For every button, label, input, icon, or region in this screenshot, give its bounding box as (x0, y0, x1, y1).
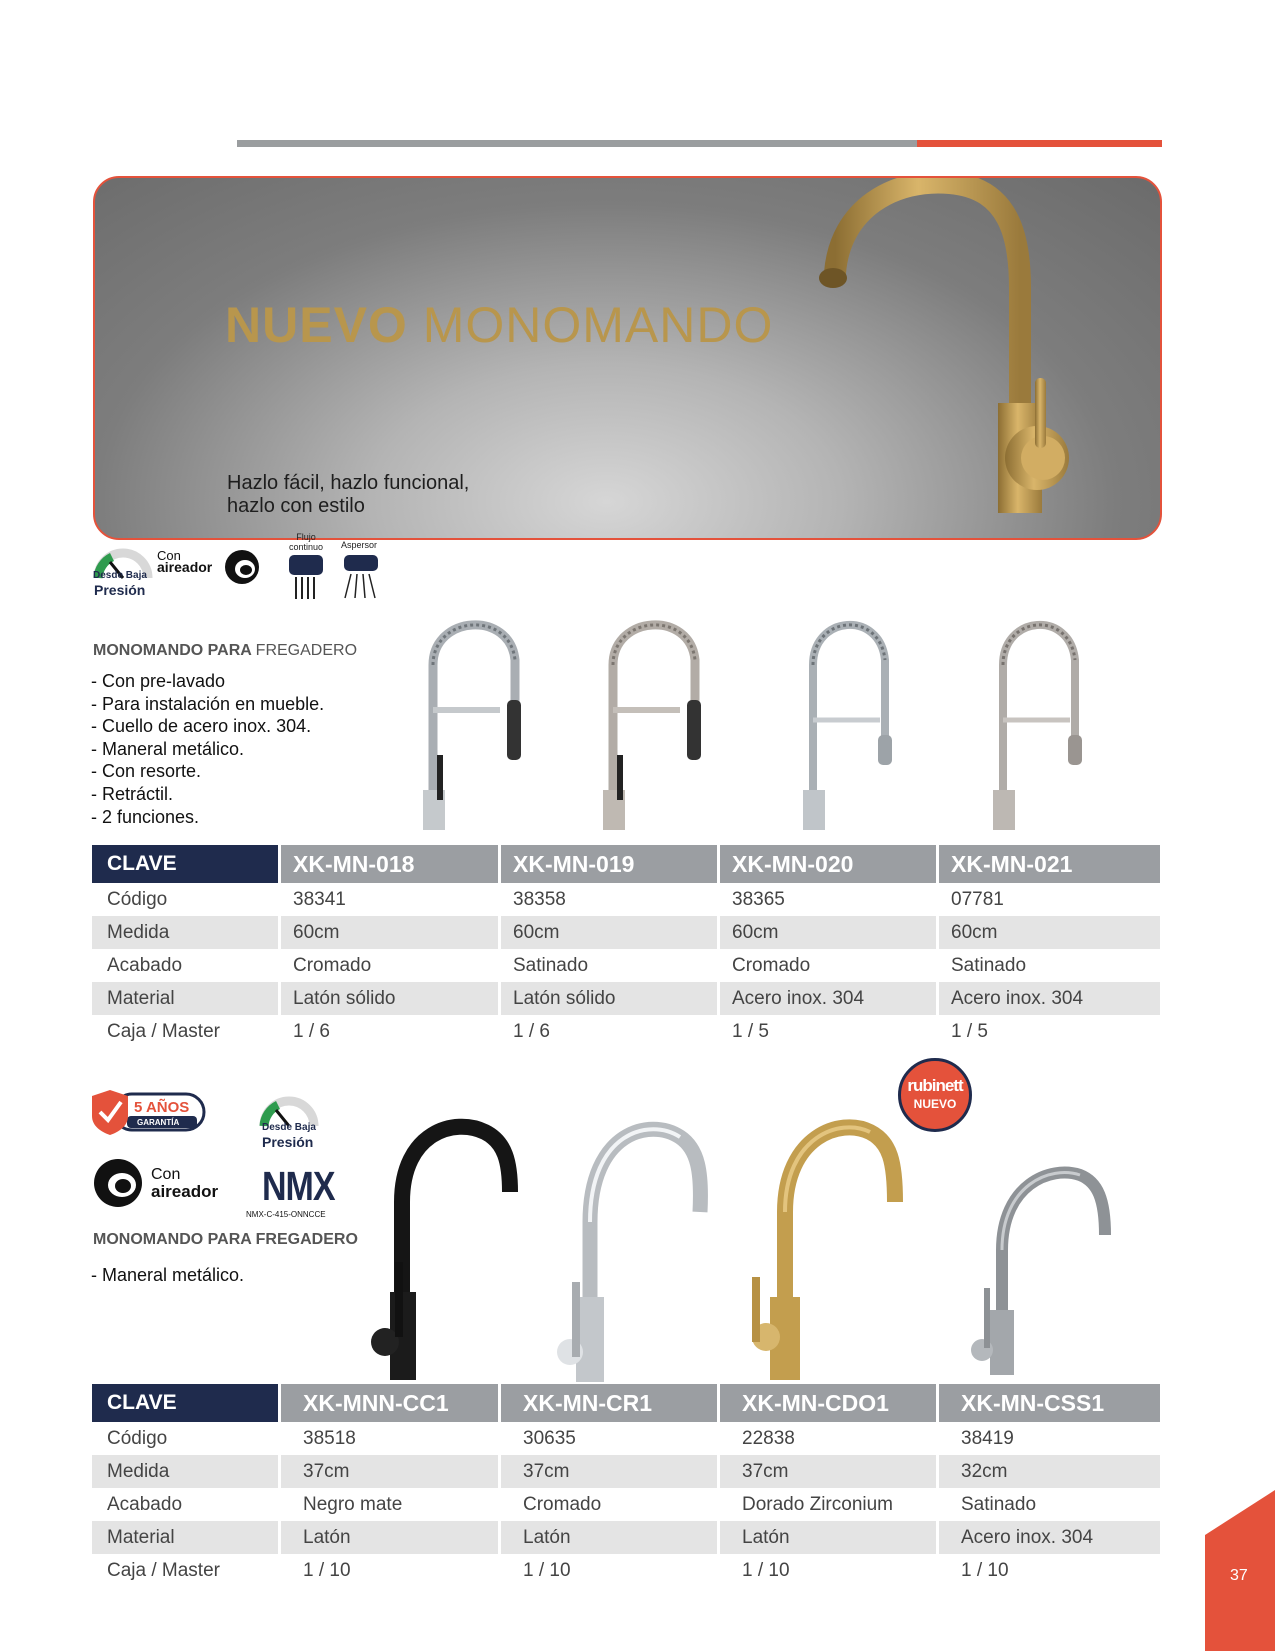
aerator-badge-bottom: aireador (151, 1182, 219, 1201)
cell: 1 / 10 (961, 1559, 1009, 1581)
cell: Satinado (513, 954, 589, 976)
model-header: XK-MN-CDO1 (720, 1384, 939, 1422)
cell: 1 / 6 (513, 1020, 550, 1042)
feature-item: - Retráctil. (91, 783, 174, 804)
cell: 37cm (501, 1455, 720, 1488)
cell: 1 / 6 (293, 1020, 330, 1042)
cell: Latón sólido (281, 982, 501, 1015)
page-number: 37 (1230, 1567, 1248, 1584)
pressure-badge-top: Desde Baja (262, 1122, 316, 1133)
row-label: Medida (92, 1455, 281, 1488)
cell: 32cm (939, 1455, 1160, 1488)
faucet-image-xk-mn-021 (985, 605, 1095, 835)
section1-title-bold: MONOMANDO PARA (93, 642, 252, 659)
aerator-icon (92, 1157, 144, 1209)
feature-item: - Maneral metálico. (91, 1265, 245, 1285)
cell: Negro mate (303, 1493, 403, 1515)
flow-label-line2: continuo (288, 542, 324, 552)
flow-badge-label (286, 532, 326, 552)
flow-label-line1: Flujo (296, 532, 316, 542)
cell: 38518 (303, 1427, 356, 1449)
faucet-image-xk-mn-020 (795, 605, 905, 835)
cell: 1 / 5 (951, 1020, 988, 1042)
feature-item: - 2 funciones. (91, 806, 200, 827)
cell: 1 / 5 (732, 1020, 769, 1042)
faucet-image-xk-mn-cr1 (540, 1112, 710, 1382)
nmx-logo: NMX (262, 1164, 335, 1210)
table-row (92, 982, 1160, 1015)
table-header-row (92, 845, 1160, 883)
table-row (92, 949, 1160, 982)
section1-title (93, 642, 357, 660)
model-header: XK-MN-020 (720, 845, 939, 883)
cell: 60cm (720, 916, 939, 949)
nmx-code: NMX-C-415-ONNCCE (246, 1210, 326, 1219)
clave-header: CLAVE (92, 845, 281, 883)
section1-title-light: FREGADERO (255, 642, 358, 659)
spec-table-1 (92, 845, 1160, 1048)
section2-title: MONOMANDO PARA FREGADERO (93, 1231, 358, 1248)
feature-item: - Cuello de acero inox. 304. (91, 716, 312, 737)
row-label: Material (92, 982, 281, 1015)
feature-item: - Con resorte. (91, 761, 202, 782)
row-label: Código (107, 1427, 168, 1449)
faucet-image-xk-mn-css1 (960, 1160, 1115, 1375)
cell: 1 / 10 (742, 1559, 790, 1581)
cell: 37cm (720, 1455, 939, 1488)
cell: 38365 (732, 888, 785, 910)
cell: Cromado (732, 954, 811, 976)
cell: 60cm (501, 916, 720, 949)
spec-table-2 (92, 1384, 1160, 1587)
feature-item: - Para instalación en mueble. (91, 693, 325, 714)
spray-badge-label: Aspersor (341, 540, 378, 550)
cell: 38419 (961, 1427, 1014, 1449)
row-label: Caja / Master (107, 1559, 220, 1581)
aerator-badge-top: Con (151, 1166, 181, 1183)
section2-feature-list (91, 1264, 244, 1287)
cell: 30635 (523, 1427, 576, 1449)
cell: Acero inox. 304 (939, 982, 1160, 1015)
table-row (92, 1488, 1160, 1521)
cell: 22838 (742, 1427, 795, 1449)
model-header: XK-MN-018 (281, 845, 501, 883)
rubinett-brand: rubinett (907, 1076, 963, 1095)
cell: Latón (720, 1521, 939, 1554)
row-label: Medida (92, 916, 281, 949)
faucet-image-xk-mnn-cc1 (365, 1112, 525, 1380)
model-header: XK-MN-CR1 (501, 1384, 720, 1422)
table-header-row (92, 1384, 1160, 1422)
row-label: Código (107, 888, 168, 910)
table-row (92, 1455, 1160, 1488)
feature-item: - Maneral metálico. (91, 738, 245, 759)
pressure-badge-bottom: Presión (262, 1134, 314, 1150)
cell: Latón (281, 1521, 501, 1554)
hero-title-light: MONOMANDO (422, 297, 774, 353)
faucet-image-xk-mn-cdo1 (740, 1112, 910, 1380)
hero-tagline-line1: Hazlo fácil, hazlo funcional, (227, 472, 470, 494)
cell: Cromado (523, 1493, 602, 1515)
row-label: Material (92, 1521, 281, 1554)
continuous-flow-icon (288, 554, 324, 600)
model-header: XK-MNN-CC1 (281, 1384, 501, 1422)
pressure-badge-bottom: Presión (94, 582, 146, 598)
cell: Cromado (293, 954, 372, 976)
cell: 38358 (513, 888, 566, 910)
cell: 60cm (281, 916, 501, 949)
aerator-badge-bottom: aireador (157, 559, 213, 575)
faucet-image-xk-mn-018 (415, 605, 535, 835)
row-label: Acabado (107, 954, 183, 976)
table-row (92, 1554, 1160, 1587)
cell: 07781 (951, 888, 1004, 910)
hero-tagline-line2: hazlo con estilo (227, 495, 365, 517)
table-row (92, 1422, 1160, 1455)
clave-header: CLAVE (92, 1384, 281, 1422)
cell: Satinado (951, 954, 1027, 976)
hero-tagline (227, 472, 469, 518)
feature-item: - Con pre-lavado (91, 671, 226, 691)
row-label: Caja / Master (107, 1020, 220, 1042)
cell: Dorado Zirconium (742, 1493, 893, 1515)
cell: 1 / 10 (303, 1559, 351, 1581)
row-label: Acabado (107, 1493, 183, 1515)
cell: 1 / 10 (523, 1559, 571, 1581)
cell: Latón (501, 1521, 720, 1554)
gold-faucet-image (815, 178, 1115, 528)
cell: 37cm (281, 1455, 501, 1488)
table-row (92, 1521, 1160, 1554)
top-rule-red (917, 140, 1162, 147)
warranty-years: 5 AÑOS (134, 1099, 190, 1116)
cell: 60cm (939, 916, 1160, 949)
cell: Satinado (961, 1493, 1037, 1515)
cell: Latón sólido (501, 982, 720, 1015)
warranty-label: GARANTÍA (137, 1118, 180, 1127)
hero-banner (93, 176, 1162, 540)
hero-title (225, 296, 773, 354)
cell: Acero inox. 304 (720, 982, 939, 1015)
pressure-badge-top: Desde Baja (93, 570, 147, 581)
cell: 38341 (293, 888, 346, 910)
aerator-badge-top: Con (157, 548, 181, 563)
section1-feature-list (91, 670, 324, 828)
table-row (92, 883, 1160, 916)
table-row (92, 1015, 1160, 1048)
hero-title-bold: NUEVO (225, 297, 408, 353)
spray-icon (341, 554, 381, 600)
model-header: XK-MN-CSS1 (939, 1384, 1160, 1422)
top-rule-gray (237, 140, 917, 147)
model-header: XK-MN-021 (939, 845, 1160, 883)
cell: Acero inox. 304 (939, 1521, 1160, 1554)
aerator-icon (222, 547, 262, 587)
table-row (92, 916, 1160, 949)
rubinett-new-label: NUEVO (913, 1097, 957, 1111)
model-header: XK-MN-019 (501, 845, 720, 883)
faucet-image-xk-mn-019 (595, 605, 715, 835)
